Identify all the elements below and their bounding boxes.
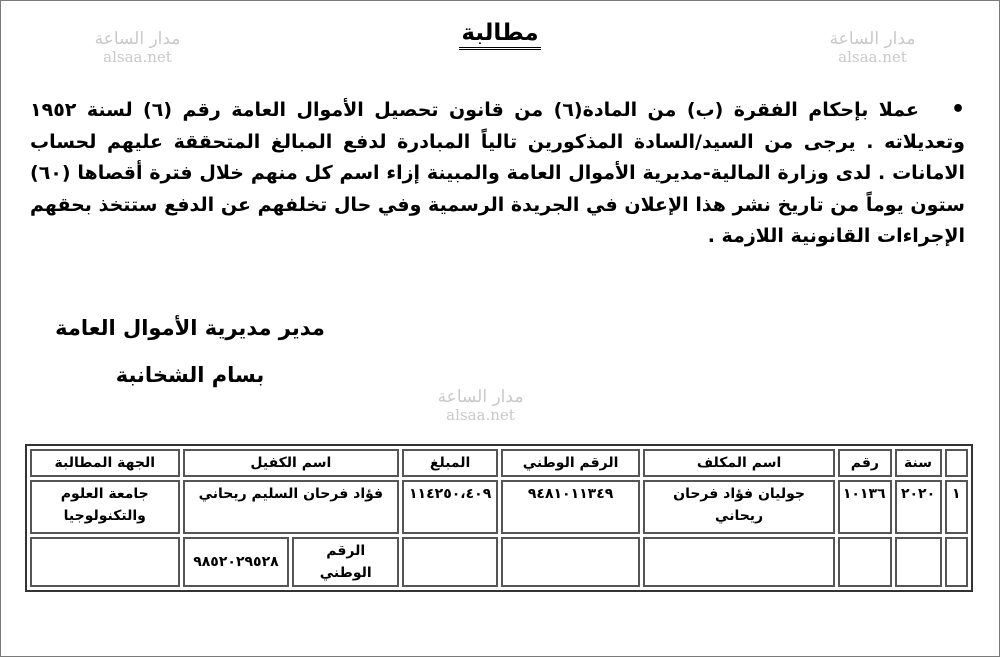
claims-table bbox=[25, 444, 973, 592]
header-obligor-name: اسم المكلف bbox=[643, 449, 835, 477]
cell-claimant: جامعة العلوم والتكنولوجيا bbox=[30, 480, 180, 534]
table-row bbox=[30, 480, 968, 534]
cell-empty bbox=[945, 537, 968, 587]
header-amount: المبلغ bbox=[402, 449, 498, 477]
table-row bbox=[30, 537, 968, 587]
cell-amount: ١١٤٢٥٠،٤٠٩ bbox=[402, 480, 498, 534]
cell-empty bbox=[895, 537, 942, 587]
cell-empty bbox=[402, 537, 498, 587]
watermark bbox=[433, 388, 528, 424]
cell-obligor-name: جوليان فؤاد فرحان ريحاني bbox=[643, 480, 835, 534]
watermark-latin: alsaa.net bbox=[446, 406, 515, 424]
header-year: سنة bbox=[895, 449, 942, 477]
cell-empty bbox=[30, 537, 180, 587]
document-title-text: مطالبة bbox=[459, 20, 540, 50]
header-number: رقم bbox=[838, 449, 891, 477]
header-national-id: الرقم الوطني bbox=[501, 449, 640, 477]
notice-text: عملا بإحكام الفقرة (ب) من المادة(٦) من قانون تحصيل الأموال العامة رقم (٦) لسنة ١٩٥٢ وتعديلاته . يرجى من السيد/السادة المذكورين تالياً المبادرة لدفع المبالغ المتحققة عليهم لحساب الامانات . لدى وزارة المالية-مديرية الأموال العامة والمبينة إزاء اسم كل منهم خلال فترة أقصاها (٦٠) ستون يوماً من تاريخ نشر هذا الإعلان في الجريدة الرسمية وفي حال تخلفهم عن الدفع ستتخذ بحقهم الإجراءات القانونية اللازمة . bbox=[30, 99, 965, 247]
cell-national-id: ٩٤٨١٠١١٣٤٩ bbox=[501, 480, 640, 534]
cell-guarantor-name: فؤاد فرحان السليم ريحاني bbox=[183, 480, 400, 534]
document-title bbox=[0, 20, 1000, 50]
cell-empty bbox=[643, 537, 835, 587]
watermark-arabic: مدار الساعة bbox=[437, 387, 524, 407]
notice-paragraph bbox=[30, 94, 965, 253]
table-header-row bbox=[30, 449, 968, 477]
guarantor-id-label: الرقم الوطني bbox=[292, 537, 399, 587]
watermark-latin: alsaa.net bbox=[838, 48, 907, 66]
signatory-position: مدير مديرية الأموال العامة bbox=[55, 316, 325, 340]
signatory-name: بسام الشخانبة bbox=[115, 363, 265, 387]
cell-index: ١ bbox=[945, 480, 968, 534]
bullet-icon: • bbox=[950, 97, 966, 122]
watermark-arabic: مدار الساعة bbox=[829, 29, 916, 49]
header-index bbox=[945, 449, 968, 477]
cell-empty bbox=[838, 537, 891, 587]
header-claimant: الجهة المطالبة bbox=[30, 449, 180, 477]
watermark-latin: alsaa.net bbox=[103, 48, 172, 66]
cell-empty bbox=[501, 537, 640, 587]
header-guarantor-name: اسم الكفيل bbox=[183, 449, 400, 477]
cell-year: ٢٠٢٠ bbox=[895, 480, 942, 534]
watermark-arabic: مدار الساعة bbox=[94, 29, 181, 49]
cell-number: ١٠١٣٦ bbox=[838, 480, 891, 534]
guarantor-id-value: ٩٨٥٢٠٢٩٥٢٨ bbox=[183, 537, 290, 587]
